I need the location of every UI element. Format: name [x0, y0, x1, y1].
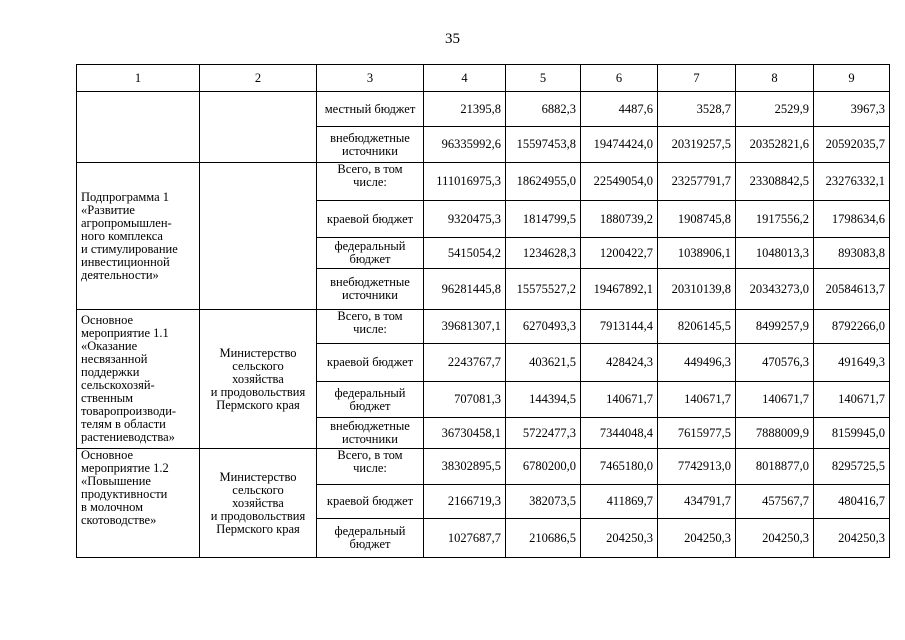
- value-cell: 140671,7: [814, 382, 890, 418]
- funding-source: федеральный бюджет: [317, 238, 424, 269]
- funding-source: краевой бюджет: [317, 344, 424, 382]
- table-row: [77, 310, 890, 344]
- value-cell: 9320475,3: [424, 201, 506, 238]
- value-cell: 491649,3: [814, 344, 890, 382]
- value-cell: 22549054,0: [581, 163, 658, 201]
- value-cell: 8792266,0: [814, 310, 890, 344]
- value-cell: 140671,7: [658, 382, 736, 418]
- program-cell: Основное мероприятие 1.1 «Оказание несвязанной поддержки сельскохозяй- ственным товаропроизводи- телям в области растениеводства»: [77, 310, 200, 449]
- value-cell: 7615977,5: [658, 418, 736, 449]
- value-cell: 428424,3: [581, 344, 658, 382]
- value-cell: 2529,9: [736, 92, 814, 127]
- value-cell: 1038906,1: [658, 238, 736, 269]
- value-cell: 449496,3: [658, 344, 736, 382]
- value-cell: 19467892,1: [581, 269, 658, 310]
- funding-source: федеральный бюджет: [317, 382, 424, 418]
- value-cell: 5415054,2: [424, 238, 506, 269]
- header-cell: 2: [200, 65, 317, 92]
- value-cell: 7465180,0: [581, 449, 658, 485]
- value-cell: 457567,7: [736, 485, 814, 519]
- value-cell: 20310139,8: [658, 269, 736, 310]
- value-cell: 382073,5: [506, 485, 581, 519]
- value-cell: 23308842,5: [736, 163, 814, 201]
- value-cell: 8018877,0: [736, 449, 814, 485]
- budget-table: [76, 64, 890, 558]
- value-cell: 144394,5: [506, 382, 581, 418]
- value-cell: 140671,7: [581, 382, 658, 418]
- value-cell: 1917556,2: [736, 201, 814, 238]
- value-cell: 15597453,8: [506, 127, 581, 163]
- value-cell: 1234628,3: [506, 238, 581, 269]
- header-cell: 8: [736, 65, 814, 92]
- value-cell: 6882,3: [506, 92, 581, 127]
- value-cell: 8206145,5: [658, 310, 736, 344]
- value-cell: 5722477,3: [506, 418, 581, 449]
- header-cell: 1: [77, 65, 200, 92]
- funding-source: Всего, в том числе:: [317, 163, 424, 201]
- value-cell: 1814799,5: [506, 201, 581, 238]
- header-cell: 6: [581, 65, 658, 92]
- value-cell: 7742913,0: [658, 449, 736, 485]
- value-cell: 6270493,3: [506, 310, 581, 344]
- value-cell: 470576,3: [736, 344, 814, 382]
- value-cell: 20352821,6: [736, 127, 814, 163]
- value-cell: 204250,3: [658, 519, 736, 558]
- value-cell: 1048013,3: [736, 238, 814, 269]
- value-cell: 7913144,4: [581, 310, 658, 344]
- funding-source: внебюджетные источники: [317, 127, 424, 163]
- value-cell: 19474424,0: [581, 127, 658, 163]
- program-cell: Основное мероприятие 1.2 «Повышение продуктивности в молочном скотоводстве»: [77, 449, 200, 558]
- value-cell: 1908745,8: [658, 201, 736, 238]
- value-cell: 204250,3: [736, 519, 814, 558]
- value-cell: 20584613,7: [814, 269, 890, 310]
- value-cell: 140671,7: [736, 382, 814, 418]
- value-cell: 23257791,7: [658, 163, 736, 201]
- table-row: [77, 92, 890, 127]
- funding-source: внебюджетные источники: [317, 269, 424, 310]
- value-cell: 23276332,1: [814, 163, 890, 201]
- program-cell: Подпрограмма 1 «Развитие агропромышлен- ного комплекса и стимулирование инвестиционной деятельности»: [77, 163, 200, 310]
- value-cell: 36730458,1: [424, 418, 506, 449]
- header-cell: 7: [658, 65, 736, 92]
- program-cell: [77, 92, 200, 163]
- value-cell: 1027687,7: [424, 519, 506, 558]
- header-cell: 3: [317, 65, 424, 92]
- value-cell: 96335992,6: [424, 127, 506, 163]
- value-cell: 1880739,2: [581, 201, 658, 238]
- value-cell: 8159945,0: [814, 418, 890, 449]
- value-cell: 707081,3: [424, 382, 506, 418]
- value-cell: 21395,8: [424, 92, 506, 127]
- funding-source: внебюджетные источники: [317, 418, 424, 449]
- value-cell: 8295725,5: [814, 449, 890, 485]
- executor-cell: [200, 92, 317, 163]
- header-row: [77, 65, 890, 92]
- value-cell: 8499257,9: [736, 310, 814, 344]
- value-cell: 2243767,7: [424, 344, 506, 382]
- value-cell: 403621,5: [506, 344, 581, 382]
- value-cell: 2166719,3: [424, 485, 506, 519]
- header-cell: 9: [814, 65, 890, 92]
- table-row: [77, 163, 890, 201]
- value-cell: 39681307,1: [424, 310, 506, 344]
- value-cell: 411869,7: [581, 485, 658, 519]
- value-cell: 3528,7: [658, 92, 736, 127]
- funding-source: Всего, в том числе:: [317, 449, 424, 485]
- value-cell: 893083,8: [814, 238, 890, 269]
- value-cell: 6780200,0: [506, 449, 581, 485]
- funding-source: Всего, в том числе:: [317, 310, 424, 344]
- table-row: [77, 449, 890, 485]
- value-cell: 20343273,0: [736, 269, 814, 310]
- page-number: 35: [445, 31, 460, 47]
- value-cell: 204250,3: [581, 519, 658, 558]
- value-cell: 20319257,5: [658, 127, 736, 163]
- value-cell: 7344048,4: [581, 418, 658, 449]
- funding-source: краевой бюджет: [317, 485, 424, 519]
- value-cell: 434791,7: [658, 485, 736, 519]
- value-cell: 1798634,6: [814, 201, 890, 238]
- executor-cell: Министерство сельского хозяйства и продовольствия Пермского края: [200, 310, 317, 449]
- header-cell: 4: [424, 65, 506, 92]
- executor-cell: [200, 163, 317, 310]
- funding-source: краевой бюджет: [317, 201, 424, 238]
- value-cell: 210686,5: [506, 519, 581, 558]
- value-cell: 3967,3: [814, 92, 890, 127]
- value-cell: 96281445,8: [424, 269, 506, 310]
- value-cell: 4487,6: [581, 92, 658, 127]
- value-cell: 1200422,7: [581, 238, 658, 269]
- value-cell: 38302895,5: [424, 449, 506, 485]
- header-cell: 5: [506, 65, 581, 92]
- executor-cell: Министерство сельского хозяйства и продовольствия Пермского края: [200, 449, 317, 558]
- value-cell: 7888009,9: [736, 418, 814, 449]
- value-cell: 15575527,2: [506, 269, 581, 310]
- value-cell: 20592035,7: [814, 127, 890, 163]
- value-cell: 111016975,3: [424, 163, 506, 201]
- value-cell: 18624955,0: [506, 163, 581, 201]
- value-cell: 480416,7: [814, 485, 890, 519]
- funding-source: местный бюджет: [317, 92, 424, 127]
- funding-source: федеральный бюджет: [317, 519, 424, 558]
- value-cell: 204250,3: [814, 519, 890, 558]
